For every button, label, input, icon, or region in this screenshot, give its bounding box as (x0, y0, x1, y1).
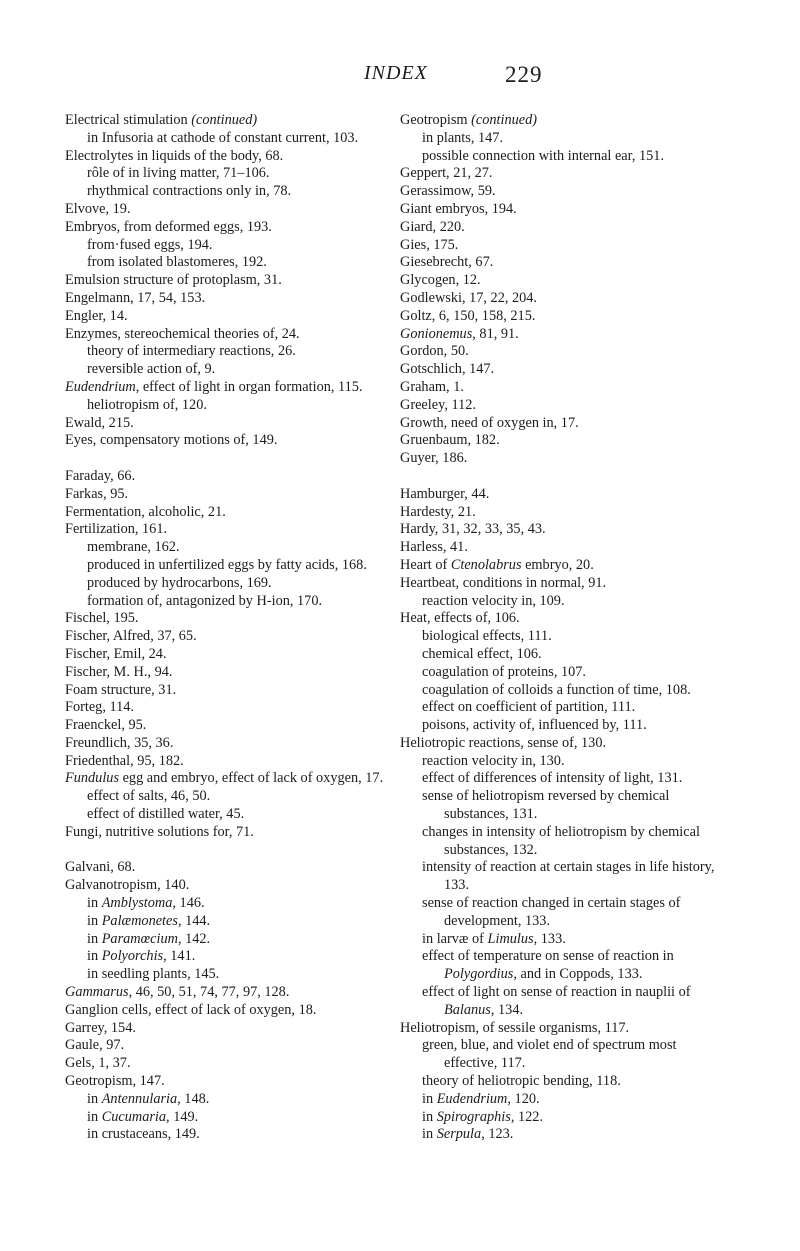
entry-text: Ewald, 215. (65, 414, 134, 431)
italic-term: Cucumaria (101, 1108, 167, 1125)
index-entry (400, 112, 733, 130)
index-subentry (65, 806, 395, 824)
italic-term: Paramœcium (101, 930, 178, 947)
entry-text: Fischel, 195. (65, 610, 139, 627)
index-entry (65, 682, 395, 700)
entry-text: Giant embryos, 194. (400, 200, 517, 217)
entry-text: Gerassimow, 59. (400, 183, 496, 200)
entry-text: , 134. (490, 1001, 524, 1018)
entry-text: in (87, 1090, 102, 1107)
italic-term: Spirographis (436, 1108, 511, 1125)
entry-text: , 122. (510, 1108, 544, 1125)
index-entry (400, 272, 733, 290)
index-subentry (65, 397, 395, 415)
index-subentry (400, 1126, 733, 1144)
index-subentry (65, 237, 395, 255)
index-subentry (400, 931, 733, 949)
entry-text: Fungi, nutritive solutions for, 71. (65, 823, 254, 840)
index-entry (400, 539, 733, 557)
entry-text: Growth, need of oxygen in, 17. (400, 414, 579, 431)
entry-text: coagulation of proteins, 107. (422, 663, 586, 680)
italic-term: Limulus (487, 930, 534, 947)
entry-text: , 81, 91. (472, 325, 519, 342)
italic-term: Serpula (436, 1126, 482, 1143)
entry-text: , 149. (166, 1108, 199, 1125)
index-subentry (400, 682, 733, 700)
entry-text: Engler, 14. (65, 307, 128, 324)
index-entry (65, 735, 395, 753)
entry-text: Embryos, from deformed eggs, 193. (65, 218, 272, 235)
entry-text: Hardy, 31, 32, 33, 35, 43. (400, 521, 546, 538)
italic-term: Gonionemus (400, 325, 473, 342)
index-subentry (65, 966, 395, 984)
running-header (0, 58, 800, 98)
entry-text: Fischer, Alfred, 37, 65. (65, 628, 197, 645)
index-entry (400, 1020, 733, 1038)
entry-text: , 133. (533, 930, 566, 947)
index-subentry (400, 948, 733, 984)
entry-text: Heliotropism, of sessile organisms, 117. (400, 1019, 630, 1036)
index-subentry (65, 254, 395, 272)
entry-text: Gotschlich, 147. (400, 361, 495, 378)
entry-text: embryo, 20. (521, 556, 594, 573)
index-subentry (400, 824, 733, 860)
entry-text: in plants, 147. (422, 129, 504, 146)
index-entry (65, 1002, 395, 1020)
index-entry (400, 504, 733, 522)
section-gap (65, 842, 395, 860)
index-entry (65, 1037, 395, 1055)
index-subentry (400, 130, 733, 148)
entry-text: Gies, 175. (400, 236, 459, 253)
index-entry (65, 1055, 395, 1073)
index-entry (400, 237, 733, 255)
entry-text: Giard, 220. (400, 218, 465, 235)
index-entry (400, 308, 733, 326)
entry-text: Fraenckel, 95. (65, 717, 147, 734)
index-entry (65, 432, 395, 450)
index-entry (400, 415, 733, 433)
index-subentry (65, 948, 395, 966)
index-entry (400, 326, 733, 344)
entry-text: in (422, 1108, 437, 1125)
entry-text: Hardesty, 21. (400, 503, 476, 520)
index-entry (400, 521, 733, 539)
entry-text: green, blue, and violet end of spectrum most effective, 117. (422, 1037, 677, 1072)
entry-text: possible connection with internal ear, 151. (422, 147, 665, 164)
index-entry (65, 984, 395, 1002)
entry-text: Graham, 1. (400, 378, 464, 395)
entry-text: Foam structure, 31. (65, 681, 177, 698)
entry-text: Fertilization, 161. (65, 521, 168, 538)
entry-text: , and in Coppods, 133. (513, 966, 643, 983)
index-entry (400, 735, 733, 753)
entry-text: heliotropism of, 120. (87, 396, 207, 413)
entry-text: Electrolytes in liquids of the body, 68. (65, 147, 284, 164)
entry-text: Gruenbaum, 182. (400, 432, 500, 449)
italic-term: (continued) (471, 112, 537, 128)
entry-text: theory of intermediary reactions, 26. (87, 343, 296, 360)
index-subentry (65, 1126, 395, 1144)
index-subentry (65, 913, 395, 931)
entry-text: in (422, 1090, 437, 1107)
entry-text: produced in unfertilized eggs by fatty acids, 168. (87, 556, 367, 573)
entry-text: effect of light on sense of reaction in nauplii of (422, 984, 691, 1001)
index-entry (65, 770, 395, 788)
entry-text: , 120. (507, 1090, 540, 1107)
index-entry (65, 717, 395, 735)
entry-text: from·fused eggs, 194. (87, 236, 213, 253)
entry-text: membrane, 162. (87, 539, 180, 556)
index-entry (400, 610, 733, 628)
entry-text: sense of heliotropism reversed by chemical substances, 131. (422, 788, 670, 823)
entry-text: in (87, 930, 102, 947)
entry-text: egg and embryo, effect of lack of oxygen, 17. (119, 770, 384, 787)
entry-text: Goltz, 6, 150, 158, 215. (400, 307, 536, 324)
index-entry (65, 290, 395, 308)
italic-term: Fundulus (65, 770, 120, 787)
index-subentry (65, 788, 395, 806)
entry-text: in (87, 912, 102, 929)
entry-text: Giesebrecht, 67. (400, 254, 494, 271)
entry-text: , 142. (177, 930, 211, 947)
index-entry (65, 859, 395, 877)
index-column-left (65, 112, 395, 1144)
entry-text: in Infusoria at cathode of constant current, 103. (87, 129, 359, 146)
page-number: 229 (505, 62, 543, 87)
index-entry (400, 575, 733, 593)
index-entry (65, 521, 395, 539)
italic-term: Palæmonetes (101, 912, 178, 929)
entry-text: Gordon, 50. (400, 343, 469, 360)
entry-text: , 141. (163, 948, 196, 965)
index-subentry (65, 557, 395, 575)
index-subentry (400, 593, 733, 611)
index-entry (65, 699, 395, 717)
index-subentry (400, 788, 733, 824)
entry-text: , 46, 50, 51, 74, 77, 97, 128. (128, 984, 290, 1001)
index-entry (400, 450, 733, 468)
entry-text: Heartbeat, conditions in normal, 91. (400, 574, 607, 591)
entry-text: Faraday, 66. (65, 467, 136, 484)
italic-term: Balanus (444, 1001, 491, 1018)
entry-text: , effect of light in organ formation, 115. (135, 378, 363, 395)
entry-text: in seedling plants, 145. (87, 966, 220, 983)
index-subentry (65, 1109, 395, 1127)
index-entry (65, 219, 395, 237)
entry-text: Heat, effects of, 106. (400, 610, 520, 627)
italic-term: Eudendrium (65, 378, 136, 395)
index-entry (65, 646, 395, 664)
index-subentry (400, 1037, 733, 1073)
entry-text: Electrical stimulation (65, 112, 192, 128)
index-subentry (65, 361, 395, 379)
entry-text: Gaule, 97. (65, 1037, 125, 1054)
index-entry (65, 148, 395, 166)
index-entry (65, 1073, 395, 1091)
section-gap (65, 450, 395, 468)
index-entry (65, 379, 395, 397)
index-subentry (400, 717, 733, 735)
index-subentry (400, 664, 733, 682)
italic-term: Gammarus (65, 984, 129, 1001)
entry-text: Garrey, 154. (65, 1019, 136, 1036)
index-subentry (400, 984, 733, 1020)
entry-text: Farkas, 95. (65, 485, 129, 502)
entry-text: Elvove, 19. (65, 200, 131, 217)
index-subentry (65, 183, 395, 201)
entry-text: Guyer, 186. (400, 450, 468, 467)
entry-text: changes in intensity of heliotropism by chemical substances, 132. (422, 823, 700, 858)
index-subentry (400, 699, 733, 717)
index-entry (400, 432, 733, 450)
italic-term: (continued) (191, 112, 258, 128)
entry-text: Harless, 41. (400, 539, 468, 556)
entry-text: Heart of (400, 556, 451, 573)
index-subentry (65, 539, 395, 557)
index-entry (400, 201, 733, 219)
entry-text: Geotropism, 147. (65, 1073, 165, 1090)
index-entry (65, 201, 395, 219)
entry-text: reaction velocity in, 109. (422, 592, 565, 609)
entry-text: produced by hydrocarbons, 169. (87, 574, 272, 591)
entry-text: , 148. (177, 1090, 210, 1107)
entry-text: Geppert, 21, 27. (400, 165, 493, 182)
index-entry (400, 361, 733, 379)
index-subentry (400, 1109, 733, 1127)
index-entry (400, 254, 733, 272)
index-entry (400, 343, 733, 361)
entry-text: Hamburger, 44. (400, 485, 490, 502)
index-entry (65, 468, 395, 486)
italic-term: Eudendrium (436, 1090, 508, 1107)
index-entry (400, 397, 733, 415)
index-entry (65, 326, 395, 344)
index-entry (400, 486, 733, 504)
index-subentry (400, 646, 733, 664)
index-subentry (400, 1073, 733, 1091)
index-subentry (65, 1091, 395, 1109)
index-subentry (65, 165, 395, 183)
index-subentry (65, 130, 395, 148)
index-entry (65, 1020, 395, 1038)
entry-text: Emulsion structure of protoplasm, 31. (65, 272, 282, 289)
entry-text: in (87, 1108, 102, 1125)
entry-text: intensity of reaction at certain stages in life history, 133. (422, 859, 715, 894)
entry-text: Eyes, compensatory motions of, 149. (65, 432, 278, 449)
index-entry (65, 486, 395, 504)
entry-text: Godlewski, 17, 22, 204. (400, 289, 538, 306)
index-entry (400, 379, 733, 397)
entry-text: , 123. (481, 1126, 514, 1143)
entry-text: Fischer, Emil, 24. (65, 645, 167, 662)
entry-text: effect of differences of intensity of light, 131. (422, 770, 683, 787)
italic-term: Antennularia (101, 1090, 178, 1107)
index-subentry (65, 895, 395, 913)
index-entry (400, 290, 733, 308)
entry-text: Freundlich, 35, 36. (65, 734, 174, 751)
index-subentry (400, 1091, 733, 1109)
entry-text: theory of heliotropic bending, 118. (422, 1073, 621, 1090)
entry-text: reversible action of, 9. (87, 361, 216, 378)
entry-text: poisons, activity of, influenced by, 111. (422, 717, 647, 734)
entry-text: Geotropism (400, 112, 472, 128)
entry-text: Galvani, 68. (65, 859, 136, 876)
entry-text: in (87, 895, 102, 912)
entry-text: Fischer, M. H., 94. (65, 663, 173, 680)
entry-text: in (422, 1126, 437, 1143)
index-subentry (400, 895, 733, 931)
index-entry (65, 664, 395, 682)
entry-text: rhythmical contractions only in, 78. (87, 183, 292, 200)
index-subentry (65, 575, 395, 593)
index-entry (65, 504, 395, 522)
entry-text: , 146. (172, 895, 205, 912)
index-entry (400, 165, 733, 183)
entry-text: from isolated blastomeres, 192. (87, 254, 267, 271)
entry-text: Galvanotropism, 140. (65, 877, 190, 894)
entry-text: in crustaceans, 149. (87, 1126, 200, 1143)
entry-text: formation of, antagonized by H-ion, 170. (87, 592, 323, 609)
italic-term: Ctenolabrus (450, 556, 522, 573)
index-entry (65, 753, 395, 771)
index-entry (65, 610, 395, 628)
entry-text: Forteg, 114. (65, 699, 134, 716)
entry-text: chemical effect, 106. (422, 645, 542, 662)
entry-text: in larvæ of (422, 930, 488, 947)
entry-text: effect of salts, 46, 50. (87, 788, 211, 805)
index-entry (65, 628, 395, 646)
entry-text: Fermentation, alcoholic, 21. (65, 503, 226, 520)
index-entry (65, 112, 395, 130)
entry-text: effect of temperature on sense of reaction in (422, 948, 674, 965)
entry-text: sense of reaction changed in certain stages of development, 133. (422, 895, 681, 929)
italic-term: Amblystoma (101, 895, 173, 912)
italic-term: Polyorchis (101, 948, 164, 965)
index-entry (400, 557, 733, 575)
index-subentry (400, 628, 733, 646)
entry-text: rôle of in living matter, 71–106. (87, 165, 270, 182)
index-subentry (400, 859, 733, 895)
index-entry (65, 824, 395, 842)
header-title: INDEX (364, 62, 428, 84)
entry-text: coagulation of colloids a function of time, 108. (422, 681, 691, 698)
index-subentry (400, 770, 733, 788)
index-entry (400, 219, 733, 237)
index-entry (65, 308, 395, 326)
entry-text: effect on coefficient of partition, 111. (422, 699, 636, 716)
index-entry (400, 183, 733, 201)
entry-text: reaction velocity in, 130. (422, 752, 565, 769)
entry-text: biological effects, 111. (422, 628, 552, 645)
entry-text: Heliotropic reactions, sense of, 130. (400, 734, 607, 751)
section-gap (400, 468, 733, 486)
index-entry (65, 415, 395, 433)
entry-text: Greeley, 112. (400, 396, 476, 413)
entry-text: Ganglion cells, effect of lack of oxygen, 18. (65, 1001, 317, 1018)
entry-text: , 144. (177, 912, 211, 929)
index-subentry (400, 753, 733, 771)
index-entry (65, 272, 395, 290)
index-subentry (65, 593, 395, 611)
entry-text: Glycogen, 12. (400, 272, 481, 289)
index-subentry (65, 343, 395, 361)
index-subentry (65, 931, 395, 949)
entry-text: Friedenthal, 95, 182. (65, 752, 184, 769)
entry-text: Engelmann, 17, 54, 153. (65, 289, 206, 306)
entry-text: Enzymes, stereochemical theories of, 24. (65, 325, 300, 342)
index-entry (65, 877, 395, 895)
italic-term: Polygordius (444, 966, 514, 983)
index-column-right (400, 112, 733, 1144)
entry-text: effect of distilled water, 45. (87, 806, 245, 823)
entry-text: in (87, 948, 102, 965)
index-subentry (400, 148, 733, 166)
entry-text: Gels, 1, 37. (65, 1055, 131, 1072)
